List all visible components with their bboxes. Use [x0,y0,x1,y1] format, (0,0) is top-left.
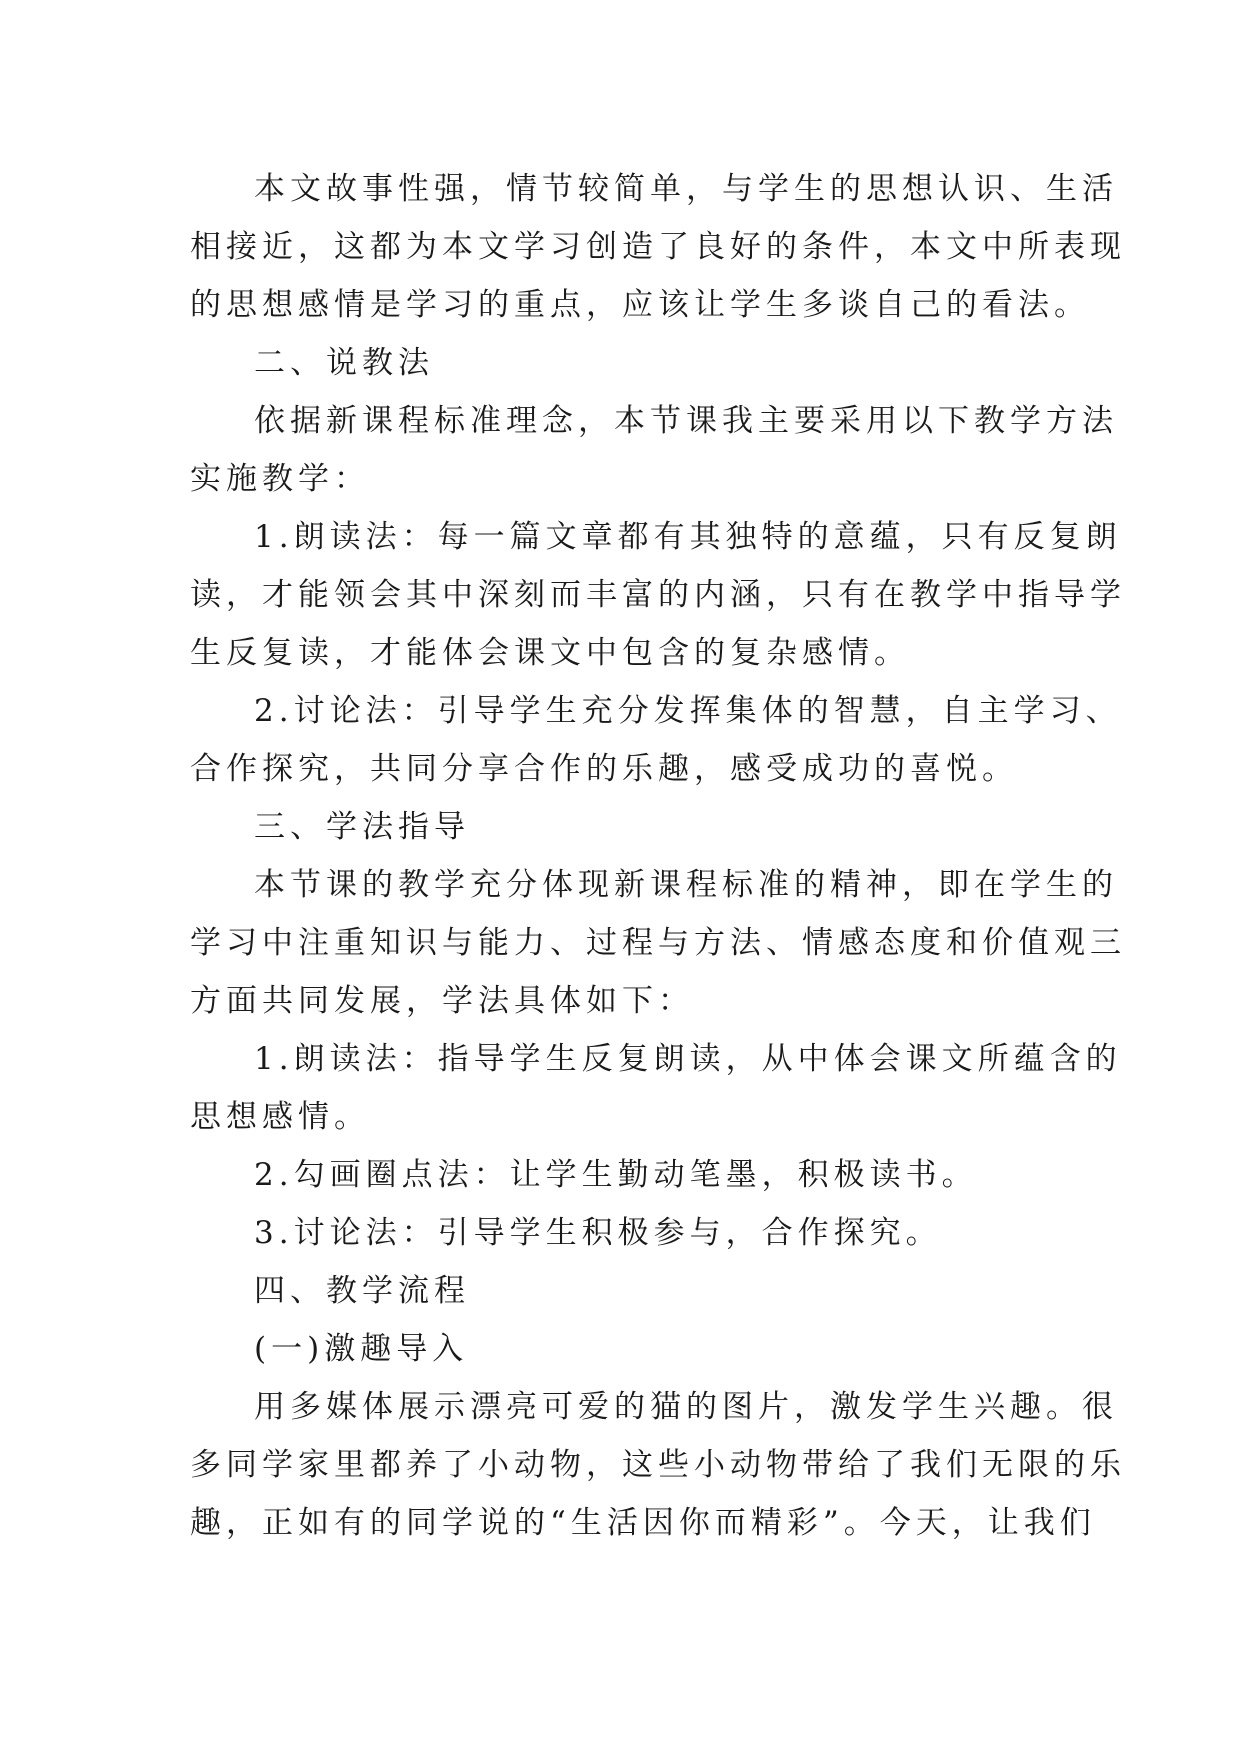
text-line: 1.朗读法：指导学生反复朗读，从中体会课文所蕴含的 [254,1041,1122,1077]
text-line: 二、说教法 [254,345,434,381]
text-line: 本文故事性强，情节较简单，与学生的思想认识、生活 [254,171,1118,207]
text-line: 四、教学流程 [254,1273,470,1309]
text-line: 思想感情。 [190,1099,370,1135]
text-line: 2.勾画圈点法：让学生勤动笔墨，积极读书。 [254,1157,978,1193]
text-line: 读，才能领会其中深刻而丰富的内涵，只有在教学中指导学 [190,577,1126,613]
text-line: 三、学法指导 [254,809,470,845]
text-line: 3.讨论法：引导学生积极参与，合作探究。 [254,1215,942,1251]
document-body [190,160,1126,1552]
text-line: 学习中注重知识与能力、过程与方法、情感态度和价值观三 [190,925,1126,961]
text-line: 的思想感情是学习的重点，应该让学生多谈自己的看法。 [190,287,1090,323]
text-line: 实施教学： [190,461,370,497]
text-line: 本节课的教学充分体现新课程标准的精神，即在学生的 [254,867,1118,903]
text-line: 依据新课程标准理念，本节课我主要采用以下教学方法 [254,403,1118,439]
text-line: 1.朗读法：每一篇文章都有其独特的意蕴，只有反复朗 [254,519,1122,555]
text-line: 相接近，这都为本文学习创造了良好的条件，本文中所表现 [190,229,1126,265]
text-line: (一)激趣导入 [254,1331,469,1367]
text-line: 方面共同发展，学法具体如下： [190,983,694,1019]
text-line: 2.讨论法：引导学生充分发挥集体的智慧，自主学习、 [254,693,1122,729]
text-line: 生反复读，才能体会课文中包含的复杂感情。 [190,635,910,671]
text-line: 用多媒体展示漂亮可爱的猫的图片，激发学生兴趣。很 [254,1389,1118,1425]
text-line: 多同学家里都养了小动物，这些小动物带给了我们无限的乐 [190,1447,1126,1483]
text-line: 合作探究，共同分享合作的乐趣，感受成功的喜悦。 [190,751,1018,787]
text-line: 趣，正如有的同学说的“生活因你而精彩”。今天，让我们 [190,1505,1096,1541]
